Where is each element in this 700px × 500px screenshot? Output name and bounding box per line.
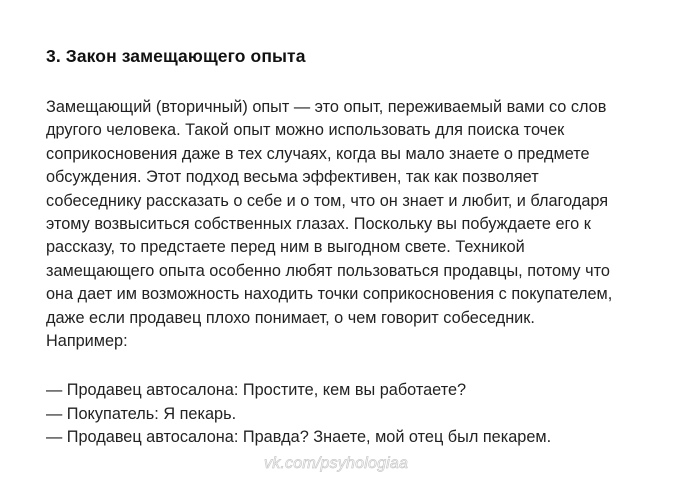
dialogue-line: — Покупатель: Я пекарь. xyxy=(46,404,237,423)
dialogue-line: — Продавец автосалона: Правда? Знаете, мой отец был пекарем. xyxy=(46,428,552,446)
paragraph-line: Например: xyxy=(46,331,128,350)
watermark: vk.com/psyhologiaa xyxy=(264,455,409,472)
section-heading: 3. Закон замещающего опыта xyxy=(46,46,306,66)
paragraph-line: даже если продавец плохо понимает, о чем говорит собеседник. xyxy=(46,308,535,327)
paragraph-line: замещающего опыта особенно любят пользоваться продавцы, потому что xyxy=(46,261,610,280)
paragraph-line: рассказу, то предстаете перед ним в выгодном свете. Техникой xyxy=(46,238,525,257)
paragraph-line: этому возвыситься собственных глазах. Поскольку вы побуждаете его к xyxy=(46,214,591,233)
paragraph-line: она дает им возможность находить точки соприкосновения с покупателем, xyxy=(46,285,613,304)
paragraph-line: обсуждения. Этот подход весьма эффективен, так как позволяет xyxy=(46,168,539,187)
dialogue-example xyxy=(46,379,676,450)
paragraph-line: собеседнику рассказать о себе и о том, что он знает и любит, и благодаря xyxy=(46,191,609,210)
body-paragraph xyxy=(46,96,676,353)
paragraph-line: Замещающий (вторичный) опыт — это опыт, переживаемый вами со слов xyxy=(46,98,607,116)
paragraph-line: другого человека. Такой опыт можно использовать для поиска точек xyxy=(46,121,565,140)
paragraph-line: соприкосновения даже в тех случаях, когда вы мало знаете о предмете xyxy=(46,144,590,163)
dialogue-line: — Продавец автосалона: Простите, кем вы работаете? xyxy=(46,381,467,399)
